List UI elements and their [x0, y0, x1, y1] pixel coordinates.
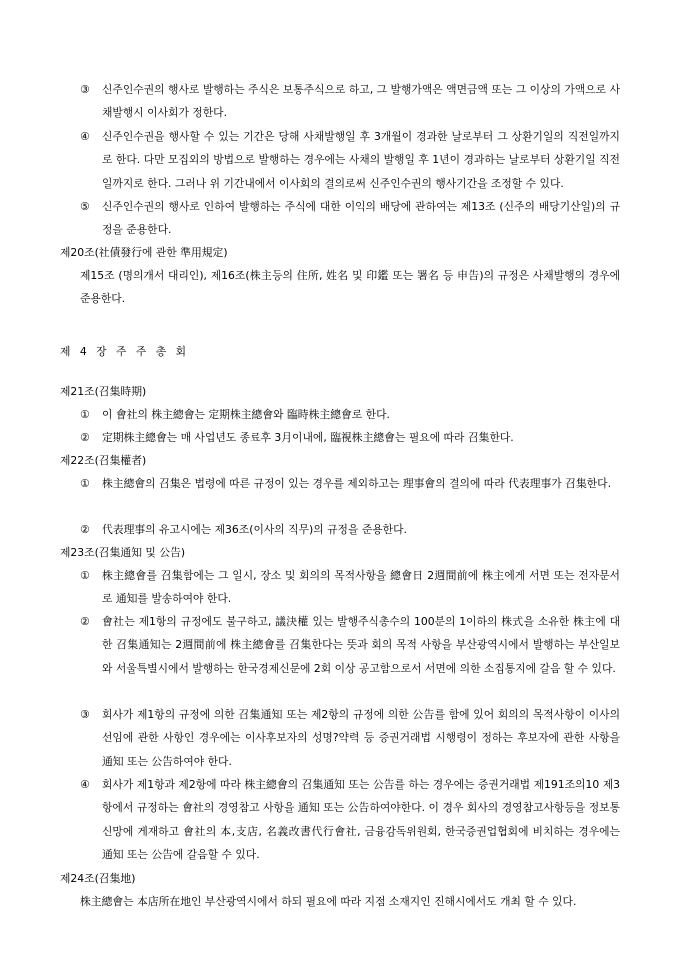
item-number: ④ — [80, 130, 90, 143]
item-text: 株主總會의 召集은 법령에 따른 규정이 있는 경우를 제외하고는 理事會의 결의에 따라 代表理事가 召集한다. — [102, 477, 612, 490]
item-number: ⑤ — [80, 200, 90, 213]
art23-item-3 — [80, 703, 620, 773]
art19-item-5 — [80, 195, 620, 242]
item-number: ③ — [80, 708, 90, 721]
art21-item-1 — [80, 403, 620, 426]
item-number: ② — [80, 615, 90, 628]
art23-item-1 — [80, 564, 620, 611]
item-number: ① — [80, 408, 90, 421]
item-number: ① — [80, 569, 90, 582]
article-20-text: 제15조 (명의개서 대리인), 제16조(株主등의 住所, 姓名 및 印鑑 또는 署名 등 申告)의 규정은 사채발행의 경우에 준용한다. — [80, 269, 620, 306]
item-number: ① — [80, 477, 90, 490]
art23-item-4 — [80, 773, 620, 867]
art23-item-2 — [80, 610, 620, 680]
article-24-title: 제24조(召集地) — [60, 872, 136, 885]
item-text: 회사가 제1항의 규정에 의한 召集通知 또는 제2항의 규정에 의한 公告를 함에 있어 회의의 목적사항이 이사의 선임에 관한 사항인 경우에는 이사후보자의 성명?약력 등 증권거래법 시행령이 정하는 후보자에 관한 사항을 通知 또는 公告하여야 한다. — [102, 708, 620, 768]
article-21-title: 제21조(召集時期) — [60, 385, 147, 398]
article-20-title: 제20조(社債發行에 관한 準用規定) — [60, 246, 228, 259]
item-number: ④ — [80, 778, 90, 791]
item-text: 신주인수권의 행사로 발행하는 주식은 보통주식으로 하고, 그 발행가액은 액면금액 또는 그 이상의 가액으로 사채발행시 이사회가 정한다. — [102, 83, 620, 120]
article-23-title: 제23조(召集通知 및 公告) — [60, 546, 186, 559]
art19-item-4 — [80, 125, 620, 195]
article-22-title: 제22조(召集權者) — [60, 454, 147, 467]
art21-item-2 — [80, 426, 620, 449]
art22-item-2 — [80, 518, 620, 541]
item-text: 회사가 제1항과 제2항에 따라 株主總會의 召集通知 또는 公告를 하는 경우에는 증권거래법 제191조의10 제3항에서 규정하는 會社의 경영참고 사항을 通知 또는 公告하여야한다. 이 경우 회사의 경영참고사항등을 정보통신망에 게재하고 會社의 本,支店, 名義改書代行會社, 금융감독위원회, 한국증권업협회에 비치하는 경우에는 通知 또는 公告에 갈음할 수 있다. — [102, 778, 620, 862]
item-text: 신주인수권의 행사로 인하여 발행하는 주식에 대한 이익의 배당에 관하여는 제13조 (신주의 배당기산일)의 규정을 준용한다. — [102, 200, 620, 237]
item-text: 會社는 제1항의 규정에도 불구하고, 議決權 있는 발행주식총수의 100분의 1이하의 株式을 소유한 株主에 대한 召集通知는 2週間前에 株主總會를 召集한다는 뜻과 회의 목적 사항을 부산광역시에서 발행하는 부산일보와 서울특별시에서 발행하는 한국경제신문에 2회 이상 공고함으로서 서면에 의한 소집통지에 갈음 할 수 있다. — [102, 615, 620, 675]
item-number: ③ — [80, 83, 90, 96]
art22-item-1 — [80, 472, 620, 495]
item-text: 代表理事의 유고시에는 제36조(이사의 직무)의 규정을 준용한다. — [102, 523, 407, 536]
article-24-text: 株主總會는 本店所在地인 부산광역시에서 하되 필요에 따라 지점 소재지인 진해시에서도 개최 할 수 있다. — [80, 895, 577, 908]
art19-item-3 — [80, 78, 620, 125]
item-text: 株主總會를 召集함에는 그 일시, 장소 및 회의의 목적사항을 總會日 2週間前에 株主에게 서면 또는 전자문서로 通知를 발송하여야 한다. — [102, 569, 620, 606]
chapter-title: 제 4 장 주 주 총 회 — [60, 345, 187, 358]
item-number: ② — [80, 431, 90, 444]
item-number: ② — [80, 523, 90, 536]
item-text: 이 會社의 株主總會는 定期株主總會와 臨時株主總會로 한다. — [102, 408, 390, 421]
item-text: 신주인수권을 행사할 수 있는 기간은 당해 사채발행일 후 3개월이 경과한 날로부터 그 상환기일의 직전일까지로 한다. 다만 모집외의 방법으로 발행하는 경우에는 사채의 발행일 후 1년이 경과하는 날로부터 상환기일 직전일까지로 한다. 그러나 위 기간내에서 이사회의 결의로써 신주인수권의 행사기간을 조정할 수 있다. — [102, 130, 620, 190]
item-text: 定期株主總會는 매 사업년도 종료후 3月이내에, 臨視株主總會는 필요에 따라 召集한다. — [102, 431, 514, 444]
